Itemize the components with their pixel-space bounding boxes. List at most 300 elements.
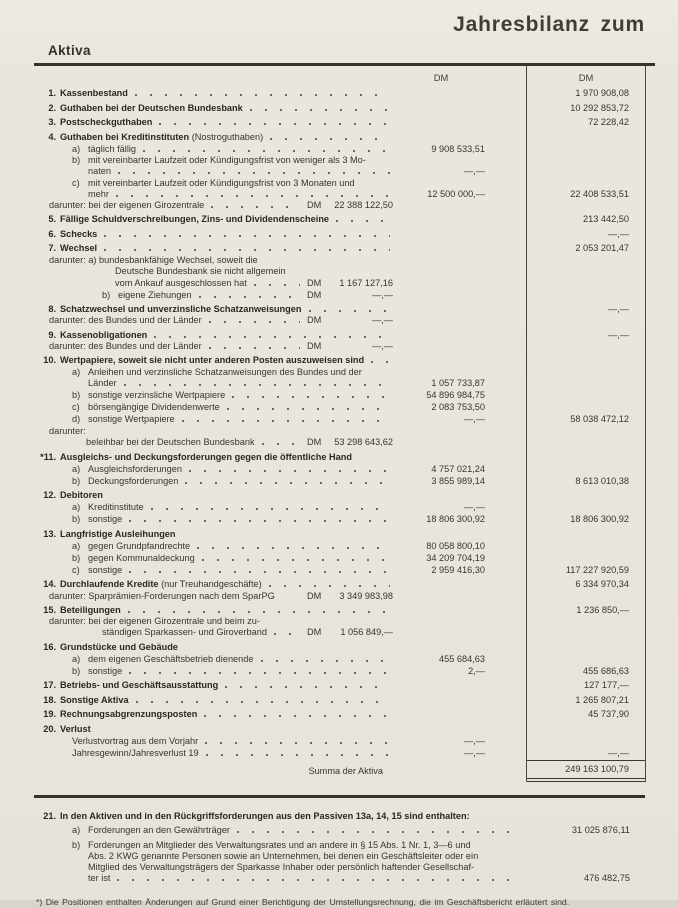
table-row: [34, 437, 646, 448]
row-label-area: [49, 315, 397, 326]
row-label-area: [60, 811, 527, 822]
row-label-area: [60, 229, 397, 240]
table-row: [34, 103, 646, 114]
row-label-area: [115, 266, 397, 277]
dot-leader: [133, 695, 393, 706]
dot-leader: [222, 680, 393, 691]
inline-dm-group: [307, 341, 397, 352]
table-row: [34, 117, 646, 128]
column-header-row: [34, 72, 646, 84]
dot-leader: [206, 341, 303, 352]
row-right-value: 476 482,75: [584, 873, 630, 883]
row-right-value: —,—: [608, 747, 629, 758]
row-label: Grundstücke und Gebäude: [60, 641, 178, 652]
table-row: [34, 642, 646, 653]
table-row: [34, 851, 647, 862]
row-mid-value: 2 959 416,30: [431, 564, 485, 575]
row-label: Beteiligungen: [60, 605, 121, 616]
row-label: börsengängige Dividendenwerte: [88, 402, 220, 413]
table-row: [34, 290, 646, 301]
footnote: *) Die Positionen enthalten Änderungen auf Grund einer Berichtigung der Umstellungsrechnung, die im Geschäftsbericht erläutert sind.: [36, 896, 570, 907]
row-label: Postscheckguthaben: [60, 117, 153, 127]
dot-leader: [126, 565, 393, 576]
table-row: [34, 214, 646, 225]
row-label: Debitoren: [60, 490, 103, 501]
row-mid-value: —,—: [464, 735, 485, 746]
table-row: [34, 591, 646, 602]
inline-dm-value: 1 167 127,16: [339, 277, 393, 288]
row-right-value: 10 292 853,72: [570, 102, 629, 113]
dot-leader: [203, 748, 393, 759]
row-label-area: [72, 666, 397, 677]
table-row: [34, 178, 646, 189]
row-label: Anleihen und verzinsliche Schatzanweisungen des Bundes und der: [88, 367, 362, 378]
row-label: ständigen Sparkassen- und Giroverband: [102, 627, 267, 638]
column-divider-right: [645, 66, 646, 782]
row-number: 5.: [48, 214, 56, 225]
row-label-area: [72, 178, 397, 189]
inline-dm-value: 53 298 643,62: [334, 437, 393, 448]
dot-leader: [148, 502, 393, 513]
row-label-area: [115, 278, 397, 289]
dot-leader: [132, 88, 393, 99]
row-letter: d): [72, 414, 81, 425]
row-number: 18.: [43, 694, 56, 705]
row-right-value: 117 227 920,59: [565, 564, 629, 575]
row-letter: a): [72, 825, 81, 836]
row-label: mit vereinbarter Laufzeit oder Kündigungsfrist von 3 Monaten und: [88, 177, 355, 188]
table-row: [34, 709, 646, 720]
table-row: [34, 529, 646, 540]
row-label-area: [88, 378, 397, 389]
dot-leader: [101, 243, 393, 254]
dot-leader: [114, 873, 523, 884]
row-label: sonstige: [88, 514, 123, 525]
table-row: [34, 605, 646, 616]
row-label: Forderungen an den Gewährträger: [88, 825, 230, 836]
dot-leader: [156, 117, 393, 128]
row-label: ter ist: [88, 873, 111, 883]
row-right-value: 31 025 876,11: [571, 825, 630, 836]
table-row: [34, 464, 646, 475]
row-right-value: 18 806 300,92: [570, 514, 629, 525]
row-letter: c): [72, 402, 80, 413]
row-label: Rechnungsabgrenzungsposten: [60, 709, 198, 720]
table-row: [34, 390, 646, 401]
row-label: mit vereinbarter Laufzeit oder Kündigungsfrist von weniger als 3 Mo-: [88, 154, 366, 165]
row-label: Verlust: [60, 723, 91, 734]
dot-leader: [202, 736, 393, 747]
dot-leader: [194, 541, 393, 552]
row-number: 4.: [48, 131, 56, 142]
row-mid-value: —,—: [464, 502, 485, 513]
inline-dm-value: —,—: [372, 315, 393, 326]
inline-dm-label: DM: [307, 627, 322, 638]
table-row: [34, 341, 646, 352]
inline-dm-value: —,—: [372, 340, 393, 351]
row-label-area: [72, 402, 397, 413]
row-label-area: [60, 724, 397, 735]
inline-dm-label: DM: [307, 277, 322, 288]
row-label: eigene Ziehungen: [118, 289, 192, 300]
row-letter: a): [72, 653, 81, 664]
row-number: 2.: [48, 102, 56, 113]
row-label-area: [60, 330, 397, 341]
row-right-value: 455 686,63: [583, 665, 629, 676]
dot-leader: [115, 166, 393, 177]
row-label-area: [49, 200, 397, 211]
row-label-area: [72, 144, 397, 155]
table-row: [34, 840, 647, 851]
row-label: mehr: [88, 188, 109, 199]
dot-leader: [258, 654, 394, 665]
row-label: Länder: [88, 378, 117, 389]
row-mid-value: 455 684,63: [439, 653, 485, 664]
row-label-area: [72, 748, 397, 759]
row-label-area: [88, 862, 527, 873]
dot-leader: [208, 200, 303, 211]
table-row: [34, 426, 646, 437]
row-mid-value: 1 057 733,87: [431, 378, 485, 389]
row-letter: b): [72, 154, 81, 165]
table-row: [34, 367, 646, 378]
dot-leader: [267, 132, 393, 143]
row-label: Forderungen an Mitglieder des Verwaltungsrates und an andere in § 15 Abs. 1 Nr. 1, 3—6 und: [88, 839, 471, 850]
table-row: [34, 541, 646, 552]
row-letter: a): [72, 502, 81, 513]
row-label-area: [72, 736, 397, 747]
table-row: [34, 266, 646, 277]
row-label-area: [86, 437, 397, 448]
table-row: [34, 278, 646, 289]
table-row: [34, 166, 646, 177]
row-number: 14.: [43, 579, 56, 590]
table-row: [34, 229, 646, 240]
row-right-value: 22 408 533,51: [570, 188, 629, 199]
row-label-area: [72, 840, 527, 851]
row-label-area: [60, 243, 397, 254]
row-label-area: [60, 680, 397, 691]
row-label-area: [72, 390, 397, 401]
col-header-dm-right: DM: [578, 72, 594, 83]
row-label: beleihbar bei der Deutschen Bundesbank: [86, 437, 255, 448]
row-label: sonstige: [88, 665, 123, 676]
row-label: Guthaben bei der Deutschen Bundesbank: [60, 102, 243, 113]
row-number: 10.: [43, 355, 56, 366]
row-label: Wertpapiere, soweit sie nicht unter anderen Posten auszuweisen sind: [60, 355, 365, 366]
dot-leader: [140, 144, 393, 155]
summa-row: [34, 760, 646, 782]
row-number: 8.: [48, 304, 56, 315]
row-number: 1.: [48, 88, 56, 98]
dot-leader: [333, 214, 393, 225]
row-label: Schatzwechsel und unverzinsliche Schatzanweisungen: [60, 304, 302, 315]
row-label: darunter: des Bundes und der Länder: [49, 315, 202, 326]
row-letter: a): [72, 540, 81, 551]
row-label-area: [72, 367, 397, 378]
row-right-value: 8 613 010,38: [575, 475, 629, 486]
row-right-value: —,—: [608, 304, 629, 315]
row-mid-value: 2,—: [468, 665, 485, 676]
row-label-area: [60, 452, 397, 463]
row-label-area: [60, 304, 397, 315]
row-number: 7.: [48, 243, 56, 254]
row-label: Guthaben bei Kreditinstituten: [60, 131, 190, 142]
page-title: Jahresbilanz zum: [453, 13, 645, 36]
dot-leader: [229, 390, 393, 401]
table-row: [34, 132, 646, 143]
row-letter: b): [72, 475, 81, 486]
row-mid-value: 12 500 000,—: [427, 188, 485, 199]
row-letter: b): [72, 390, 81, 401]
row-label-area: [60, 490, 397, 501]
summa-value: 249 163 100,79: [526, 760, 646, 782]
table-row: [34, 243, 646, 254]
row-right-value: 72 228,42: [588, 117, 629, 127]
row-mid-value: 2 083 753,50: [431, 402, 485, 413]
inline-dm-label: DM: [307, 199, 322, 210]
table-row: [34, 378, 646, 389]
row-right-value: 58 038 472,12: [570, 414, 629, 425]
summa-label: Summa der Aktiva: [308, 765, 383, 776]
row-label-area: [60, 695, 397, 706]
row-label: darunter: Sparprämien-Forderungen nach dem SparPG: [49, 590, 275, 601]
row-label-area: [72, 553, 397, 564]
table-row: [34, 627, 646, 638]
row-label: sonstige: [88, 564, 123, 575]
row-label: Kassenobligationen: [60, 329, 148, 340]
dot-leader: [182, 476, 393, 487]
table-row: [34, 414, 646, 425]
table-row: [34, 88, 646, 99]
row-right-value: 1 970 908,08: [575, 88, 629, 98]
table-row: [34, 330, 646, 341]
inline-dm-value: 1 056 849,—: [340, 627, 393, 638]
row-mid-value: 18 806 300,92: [426, 514, 485, 525]
row-label-area: [102, 290, 397, 301]
table-row: [34, 304, 646, 315]
row-mid-value: 3 855 989,14: [431, 475, 485, 486]
dot-leader: [186, 464, 393, 475]
row-right-value: 2 053 201,47: [575, 243, 629, 254]
row-label: Kassenbestand: [60, 88, 128, 98]
row-label: gegen Grundpfandrechte: [88, 540, 191, 551]
row-number: 6.: [48, 228, 56, 239]
row-label-area: [60, 355, 397, 366]
table-row: [34, 255, 646, 266]
row-label: Langfristige Ausleihungen: [60, 528, 176, 539]
row-label-area: [60, 132, 397, 143]
row-label-area: [88, 873, 527, 884]
row-label-area: [49, 616, 397, 627]
table-row: [34, 862, 647, 873]
row-label-area: [72, 825, 527, 836]
row-mid-value: 9 908 533,51: [431, 143, 485, 154]
inline-dm-group: [307, 278, 397, 289]
row-letter: a): [72, 367, 81, 378]
row-number: *11.: [40, 451, 56, 462]
row-label: Mitglied des Verwaltungsträgers der Sparkasse Inhaber oder persönlich haftender Gesellschaf-: [88, 861, 475, 872]
row-label-note: (nur Treuhandgeschäfte): [158, 579, 262, 590]
row-letter: b): [72, 514, 81, 525]
row-label-area: [60, 103, 397, 114]
dot-leader: [234, 825, 523, 836]
row-label: Ausgleichs- und Deckungsforderungen gegen die öffentliche Hand: [60, 451, 352, 462]
row-label-area: [49, 341, 397, 352]
row-mid-value: —,—: [464, 747, 485, 758]
row-label-area: [72, 155, 397, 166]
inline-dm-group: [307, 315, 397, 326]
row-label: Betriebs- und Geschäftsausstattung: [60, 680, 219, 691]
row-label-area: [60, 642, 397, 653]
row-right-value: 1 236 850,—: [576, 605, 629, 616]
inline-dm-value: 22 388 122,50: [334, 199, 393, 210]
table-row: [34, 514, 646, 525]
row-mid-value: 4 757 021,24: [431, 463, 485, 474]
row-letter: a): [72, 463, 81, 474]
row-label-area: [102, 627, 397, 638]
row-label: darunter: des Bundes und der Länder: [49, 340, 202, 351]
dot-leader: [113, 189, 393, 200]
row-mid-value: 34 209 704,19: [426, 552, 485, 563]
row-label-area: [49, 426, 397, 437]
row-number: 16.: [43, 641, 56, 652]
inline-dm-value: —,—: [372, 289, 393, 300]
inline-dm-label: DM: [307, 590, 322, 601]
row-label-area: [72, 514, 397, 525]
column-divider-left: [526, 66, 527, 782]
table-row: [34, 748, 646, 759]
row-label-area: [49, 591, 397, 602]
row-number: 19.: [43, 709, 56, 720]
dot-leader: [125, 605, 393, 616]
dot-leader: [266, 579, 393, 590]
table-row: [34, 873, 647, 884]
row-label-area: [60, 579, 397, 590]
inline-dm-label: DM: [307, 315, 322, 326]
row-label-note: (Nostroguthaben): [189, 131, 264, 142]
table-row: [34, 825, 647, 836]
row-number: 20.: [43, 723, 56, 734]
dot-leader: [271, 627, 303, 638]
table-row: [34, 355, 646, 366]
row-label-area: [72, 565, 397, 576]
row-letter: b): [102, 289, 111, 300]
row-label: darunter: a) bundesbankfähige Wechsel, soweit die: [49, 255, 258, 266]
dot-leader: [251, 278, 303, 289]
dot-leader: [101, 229, 393, 240]
row-label: In den Aktiven und in den Rückgriffsforderungen aus den Passiven 13a, 14, 15 sind enthalten:: [60, 810, 470, 821]
dot-leader: [201, 709, 393, 720]
table-row: [34, 200, 646, 211]
row-label-area: [60, 605, 397, 616]
assets-table: [34, 63, 655, 782]
row-label: Jahresgewinn/Jahresverlust 19: [72, 747, 199, 758]
table-row: [34, 811, 647, 822]
row-right-value: 45 737,90: [588, 709, 629, 720]
dot-leader: [224, 402, 393, 413]
row-number: 17.: [43, 680, 56, 691]
row-label-area: [49, 255, 397, 266]
dot-leader: [206, 315, 303, 326]
row-label-area: [72, 476, 397, 487]
row-label: dem eigenen Geschäftsbetrieb dienende: [88, 653, 254, 664]
table-row: [34, 695, 646, 706]
dot-leader: [126, 514, 393, 525]
table-row: [34, 402, 646, 413]
table-row: [34, 654, 646, 665]
row-label-area: [72, 414, 397, 425]
inline-dm-value: 3 349 983,98: [339, 590, 393, 601]
row-right-value: 213 442,50: [583, 214, 629, 225]
row-label: Kreditinstitute: [88, 502, 144, 513]
row-number: 21.: [43, 810, 56, 821]
dot-leader: [179, 414, 393, 425]
table-row: [34, 315, 646, 326]
row-label: darunter:: [49, 426, 86, 437]
row-label-area: [88, 166, 397, 177]
row-label: täglich fällig: [88, 143, 137, 154]
row-letter: c): [72, 564, 80, 575]
table-row: [34, 490, 646, 501]
row-label: sonstige verzinsliche Wertpapiere: [88, 390, 226, 401]
row-right-value: 6 334 970,34: [575, 579, 629, 590]
inline-dm-label: DM: [307, 289, 322, 300]
dot-leader: [126, 666, 393, 677]
row-mid-value: —,—: [464, 165, 485, 176]
table-row: [34, 565, 646, 576]
row-label-area: [88, 189, 397, 200]
inline-dm-label: DM: [307, 437, 322, 448]
section-heading-aktiva: Aktiva: [48, 43, 91, 58]
row-right-value: 127 177,—: [584, 680, 629, 691]
table-row: [34, 144, 646, 155]
row-label-area: [60, 529, 397, 540]
row-label: darunter: bei der eigenen Girozentrale und beim zu-: [49, 616, 260, 627]
dot-leader: [199, 553, 393, 564]
row-label: Fällige Schuldverschreibungen, Zins- und Dividendenscheine: [60, 214, 330, 225]
row-label-area: [72, 464, 397, 475]
inline-dm-label: DM: [307, 340, 322, 351]
row-label: darunter: bei der eigenen Girozentrale: [49, 199, 205, 210]
row-label: Ausgleichsforderungen: [88, 463, 182, 474]
row-letter: c): [72, 177, 80, 188]
inline-dm-group: [307, 591, 397, 602]
inline-dm-group: [307, 437, 397, 448]
row-label: vom Ankauf ausgeschlossen hat: [115, 277, 247, 288]
row-label-area: [60, 88, 397, 99]
row-label: naten: [88, 165, 111, 176]
table-row: [34, 476, 646, 487]
table-row: [34, 736, 646, 747]
row-number: 9.: [48, 329, 56, 340]
row-label-area: [60, 709, 397, 720]
row-label-area: [60, 117, 397, 128]
row-label: gegen Kommunaldeckung: [88, 552, 195, 563]
row-right-value: —,—: [608, 329, 629, 340]
table-row: [34, 666, 646, 677]
dot-leader: [306, 304, 394, 315]
row-label: Abs. 2 KWG genannte Personen sowie an Unternehmen, bei denen ein Geschäftsleiter oder ein: [88, 850, 479, 861]
dot-leader: [247, 103, 393, 114]
row-right-value: —,—: [608, 228, 629, 239]
inline-dm-group: [307, 200, 397, 211]
row-label: sonstige Wertpapiere: [88, 414, 175, 425]
row-label-area: [72, 541, 397, 552]
row-number: 15.: [43, 605, 56, 616]
table-row: [34, 502, 646, 513]
table-row: [34, 680, 646, 691]
